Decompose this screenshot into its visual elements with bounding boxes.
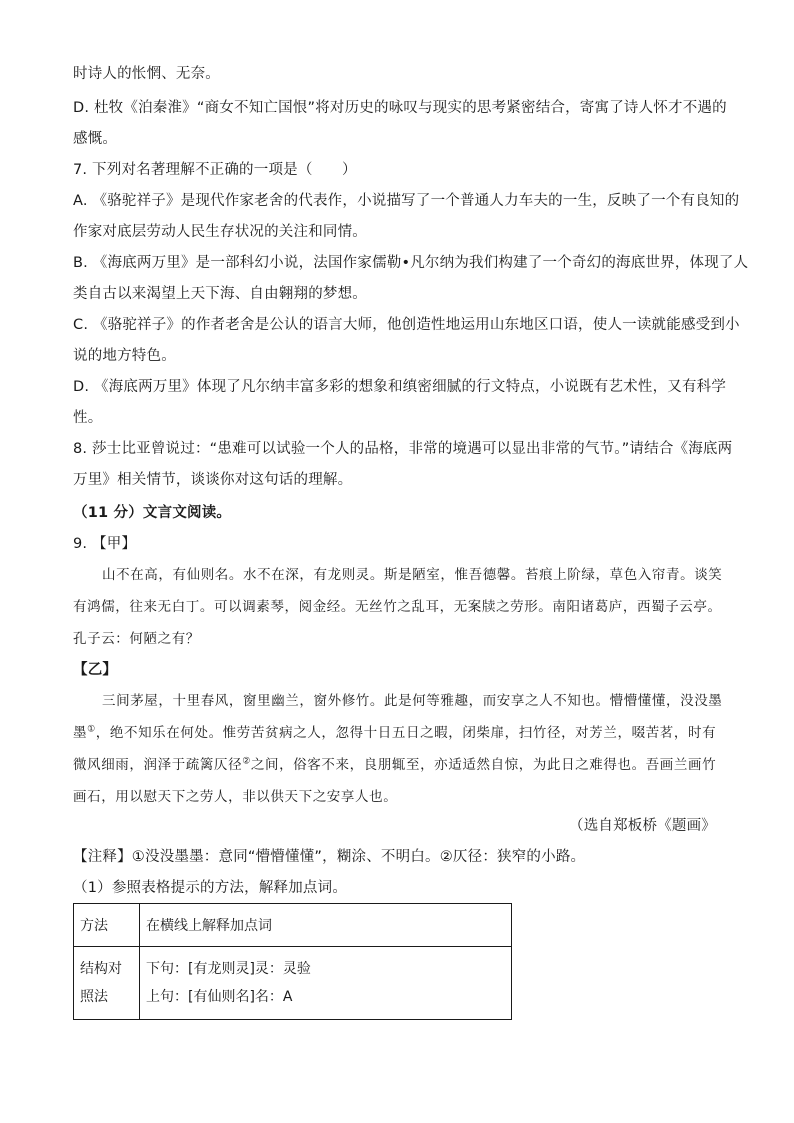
passage-text: 墨 <box>73 725 88 741</box>
passage-yi-line <box>73 718 723 749</box>
passage-jia-line: 有鸿儒，往来无白丁。可以调素琴，阅金经。无丝竹之乱耳，无案牍之劳形。南阳诸葛庐，西蜀子云亭。 <box>73 599 722 615</box>
content-cell <box>140 947 512 1020</box>
passage-jia-line: 山不在高，有仙则名。水不在深，有龙则灵。斯是陋室，惟吾德馨。苔痕上阶绿，草色入帘青。谈笑 <box>102 567 723 583</box>
method-table <box>73 903 512 1020</box>
passage-yi-line: 三间茅屋，十里春风，窗里幽兰，窗外修竹。此是何等雅趣，而安享之人不知也。懵懵懂懂，没没墨 <box>102 693 723 709</box>
option-c: C. 《骆驼祥子》的作者老舍是公认的语言大师，他创造性地运用山东地区口语，使人一读就能感受到小 <box>73 317 740 333</box>
question-8: 8. 莎士比亚曾说过：“患难可以试验一个人的品格，非常的境遇可以显出非常的气节。”请结合《海底两 <box>73 441 733 457</box>
passage-text: 微风细雨，润泽于疏篱仄径 <box>73 757 243 773</box>
passage-yi-line: 画石，用以慰天下之劳人，非以供天下之安享人也。 <box>73 789 398 805</box>
text-line: 性。 <box>73 410 103 426</box>
header-content: 在横线上解释加点词 <box>140 904 512 947</box>
method-line: 照法 <box>80 989 108 1005</box>
text-line: 万里》相关情节，谈谈你对这句话的理解。 <box>73 472 353 488</box>
option-d: D. 《海底两万里》体现了凡尔纳丰富多彩的想象和缜密细腻的行文特点，小说既有艺术性，又有科学 <box>73 379 727 395</box>
question-7: 7. 下列对名著理解不正确的一项是（ ） <box>73 162 357 178</box>
content-line: 下句：[有龙则灵]灵：灵验 <box>146 961 311 977</box>
table-row <box>74 947 512 1020</box>
option-b: B. 《海底两万里》是一部科幻小说，法国作家儒勒•凡尔纳为我们构建了一个奇幻的海底世界，体现了人 <box>73 255 749 271</box>
source-citation: （选自郑板桥《题画》 <box>569 818 716 834</box>
content-line: 上句：[有仙则名]名：A <box>146 989 293 1005</box>
method-line: 结构对 <box>80 961 122 977</box>
sub-question-1: （1）参照表格提示的方法，解释加点词。 <box>73 880 348 896</box>
footnote-marker: ① <box>87 724 96 735</box>
option-d-poem: D. 杜牧《泊秦淮》“商女不知亡国恨”将对历史的咏叹与现实的思考紧密结合，寄寓了诗人怀才不遇的 <box>73 100 727 116</box>
text-line: 时诗人的怅惘、无奈。 <box>73 66 220 82</box>
option-a: A. 《骆驼祥子》是现代作家老舍的代表作，小说描写了一个普通人力车夫的一生，反映了一个有良知的 <box>73 193 740 209</box>
section-heading: （11 分）文言文阅读。 <box>73 505 232 521</box>
passage-yi-heading: 【乙】 <box>73 662 118 678</box>
passage-yi-line <box>73 750 723 781</box>
footnote-marker: ② <box>242 756 251 767</box>
passage-text: 之间，俗客不来，良朋辄至，亦适适然自惊，为此日之难得也。吾画兰画竹 <box>250 757 717 773</box>
question-9: 9. 【甲】 <box>73 536 137 552</box>
table-header-row <box>74 904 512 947</box>
passage-text: ，绝不知乐在何处。惟劳苦贫病之人，忽得十日五日之暇，闭柴扉，扫竹径，对芳兰，啜苦茗，时有 <box>95 725 717 741</box>
text-line: 类自古以来渴望上天下海、自由翱翔的梦想。 <box>73 286 367 302</box>
header-method: 方法 <box>74 904 140 947</box>
text-line: 说的地方特色。 <box>73 348 176 364</box>
passage-jia-line: 孔子云：何陋之有？ <box>73 631 200 647</box>
text-line: 感慨。 <box>73 131 118 147</box>
annotation-note: 【注释】①没没墨墨：意同“懵懵懂懂”，糊涂、不明白。②仄径：狭窄的小路。 <box>73 849 586 865</box>
text-line: 作家对底层劳动人民生存状况的关注和同情。 <box>73 224 367 240</box>
method-cell <box>74 947 140 1020</box>
